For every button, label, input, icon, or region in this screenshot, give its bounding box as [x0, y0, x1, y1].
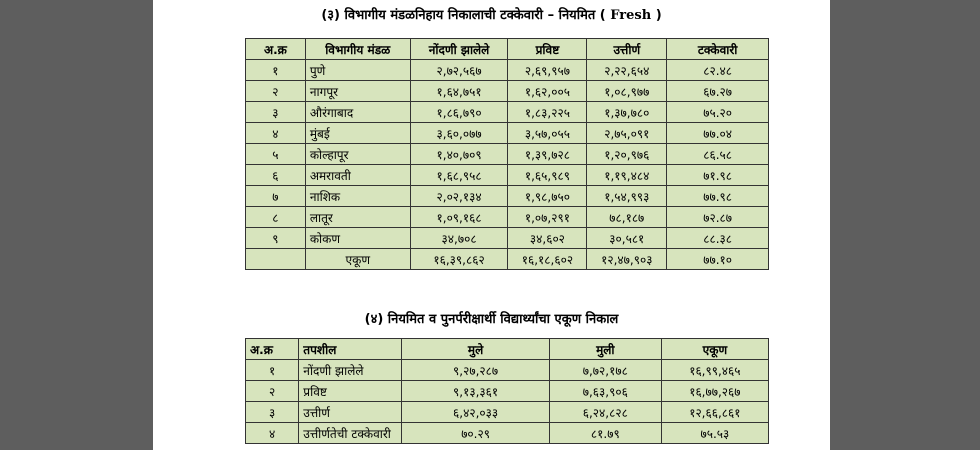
table-header-row — [246, 339, 769, 360]
table-row — [246, 360, 769, 381]
registered-count: १,०९,१६८ — [410, 207, 508, 228]
appeared-count: १,८३,२२५ — [508, 102, 587, 123]
total-percentage: ७७.१० — [667, 249, 769, 270]
registered-count: २,७२,५६७ — [410, 60, 508, 81]
total-label: एकूण — [305, 249, 410, 270]
serial-number: २ — [246, 381, 299, 402]
serial-number: ४ — [246, 123, 306, 144]
serial-number: २ — [246, 81, 306, 102]
table-row — [246, 165, 769, 186]
heading-close-paren: ) — [655, 8, 662, 23]
appeared-count: ३,५७,०५५ — [508, 123, 587, 144]
boys-value: ९,२७,२८७ — [402, 360, 550, 381]
total-value: १६,७७,२६७ — [661, 381, 768, 402]
appeared-count: १,३९,७२८ — [508, 144, 587, 165]
column-header: मुली — [549, 339, 661, 360]
pass-percentage: ८८.३८ — [667, 228, 769, 249]
division-name: पुणे — [305, 60, 410, 81]
total-registered: १६,३९,८६२ — [410, 249, 508, 270]
column-header: मुले — [402, 339, 550, 360]
detail-label: नोंदणी झालेले — [299, 360, 402, 381]
detail-label: उत्तीर्ण — [299, 402, 402, 423]
total-value: १२,६६,८६१ — [661, 402, 768, 423]
division-name: नाशिक — [305, 186, 410, 207]
table-row — [246, 60, 769, 81]
passed-count: १,३७,७८० — [587, 102, 667, 123]
column-header: नोंदणी झालेले — [410, 39, 508, 60]
pass-percentage: ७२.८७ — [667, 207, 769, 228]
appeared-count: १,०७,२९१ — [508, 207, 587, 228]
division-name: औरंगाबाद — [305, 102, 410, 123]
passed-count: १,५४,९९३ — [587, 186, 667, 207]
passed-count: २,२२,६५४ — [587, 60, 667, 81]
passed-count: १,२०,९७६ — [587, 144, 667, 165]
column-header: तपशील — [299, 339, 402, 360]
table-row — [246, 381, 769, 402]
boys-value: ७०.२९ — [402, 423, 550, 444]
serial-number: ७ — [246, 186, 306, 207]
serial-number: ३ — [246, 402, 299, 423]
document-page — [153, 0, 830, 450]
table-row — [246, 228, 769, 249]
serial-number: ८ — [246, 207, 306, 228]
girls-value: ८१.७९ — [549, 423, 661, 444]
pass-percentage: ८२.४८ — [667, 60, 769, 81]
girls-value: ७,७२,१७८ — [549, 360, 661, 381]
table-row — [246, 423, 769, 444]
detail-label: प्रविष्ट — [299, 381, 402, 402]
table-header-row — [246, 39, 769, 60]
registered-count: १,६८,९५८ — [410, 165, 508, 186]
section-4-heading: (४) नियमित व पुनर्परीक्षार्थी विद्यार्थ्यांचा एकूण निकाल — [364, 312, 619, 327]
pass-percentage: ७१.९८ — [667, 165, 769, 186]
section-3-heading — [153, 5, 830, 23]
passed-count: १,०८,९७७ — [587, 81, 667, 102]
girls-value: ७,६३,९०६ — [549, 381, 661, 402]
appeared-count: १,६५,९८९ — [508, 165, 587, 186]
table-row — [246, 144, 769, 165]
column-header: अ.क्र — [246, 339, 299, 360]
total-appeared: १६,१८,६०२ — [508, 249, 587, 270]
division-name: कोकण — [305, 228, 410, 249]
total-row — [246, 249, 769, 270]
pass-percentage: ६७.२७ — [667, 81, 769, 102]
boys-value: ९,१३,३६१ — [402, 381, 550, 402]
column-header: उत्तीर्ण — [587, 39, 667, 60]
registered-count: ३,६०,०७७ — [410, 123, 508, 144]
serial-number: ४ — [246, 423, 299, 444]
heading-fresh-word: Fresh — [610, 8, 652, 23]
passed-count: ३०,५८१ — [587, 228, 667, 249]
total-passed: १२,४७,९०३ — [587, 249, 667, 270]
pass-percentage: ७७.९८ — [667, 186, 769, 207]
detail-label: उत्तीर्णतेची टक्केवारी — [299, 423, 402, 444]
girls-value: ६,२४,८२८ — [549, 402, 661, 423]
registered-count: १,६४,७५१ — [410, 81, 508, 102]
passed-count: २,७५,०९१ — [587, 123, 667, 144]
total-value: ७५.५३ — [661, 423, 768, 444]
registered-count: ३४,७०८ — [410, 228, 508, 249]
pass-percentage: ७७.०४ — [667, 123, 769, 144]
appeared-count: ३४,६०२ — [508, 228, 587, 249]
serial-number: १ — [246, 60, 306, 81]
heading-text: (३) विभागीय मंडळनिहाय निकालाची टक्केवारी – नियमित ( — [321, 8, 606, 23]
division-name: नागपूर — [305, 81, 410, 102]
passed-count: ७८,१८७ — [587, 207, 667, 228]
table-row — [246, 81, 769, 102]
division-name: लातूर — [305, 207, 410, 228]
total-value: १६,९९,४६५ — [661, 360, 768, 381]
column-header: टक्केवारी — [667, 39, 769, 60]
registered-count: २,०२,१३४ — [410, 186, 508, 207]
serial-number: ३ — [246, 102, 306, 123]
serial-number: ५ — [246, 144, 306, 165]
registered-count: १,८६,७९० — [410, 102, 508, 123]
empty-cell — [246, 249, 306, 270]
serial-number: ६ — [246, 165, 306, 186]
table-row — [246, 102, 769, 123]
division-name: कोल्हापूर — [305, 144, 410, 165]
appeared-count: २,६९,९५७ — [508, 60, 587, 81]
column-header: विभागीय मंडळ — [305, 39, 410, 60]
division-name: अमरावती — [305, 165, 410, 186]
table-row — [246, 402, 769, 423]
division-name: मुंबई — [305, 123, 410, 144]
column-header: प्रविष्ट — [508, 39, 587, 60]
passed-count: १,१९,४८४ — [587, 165, 667, 186]
pass-percentage: ७५.२० — [667, 102, 769, 123]
table-row — [246, 123, 769, 144]
pass-percentage: ८६.५८ — [667, 144, 769, 165]
column-header: एकूण — [661, 339, 768, 360]
boys-value: ६,४२,०३३ — [402, 402, 550, 423]
table-row — [246, 186, 769, 207]
appeared-count: १,६२,००५ — [508, 81, 587, 102]
serial-number: ९ — [246, 228, 306, 249]
column-header: अ.क्र — [246, 39, 306, 60]
division-results-table — [245, 38, 769, 270]
overall-results-table — [245, 338, 769, 444]
appeared-count: १,९८,७५० — [508, 186, 587, 207]
serial-number: १ — [246, 360, 299, 381]
registered-count: १,४०,७०९ — [410, 144, 508, 165]
table-row — [246, 207, 769, 228]
